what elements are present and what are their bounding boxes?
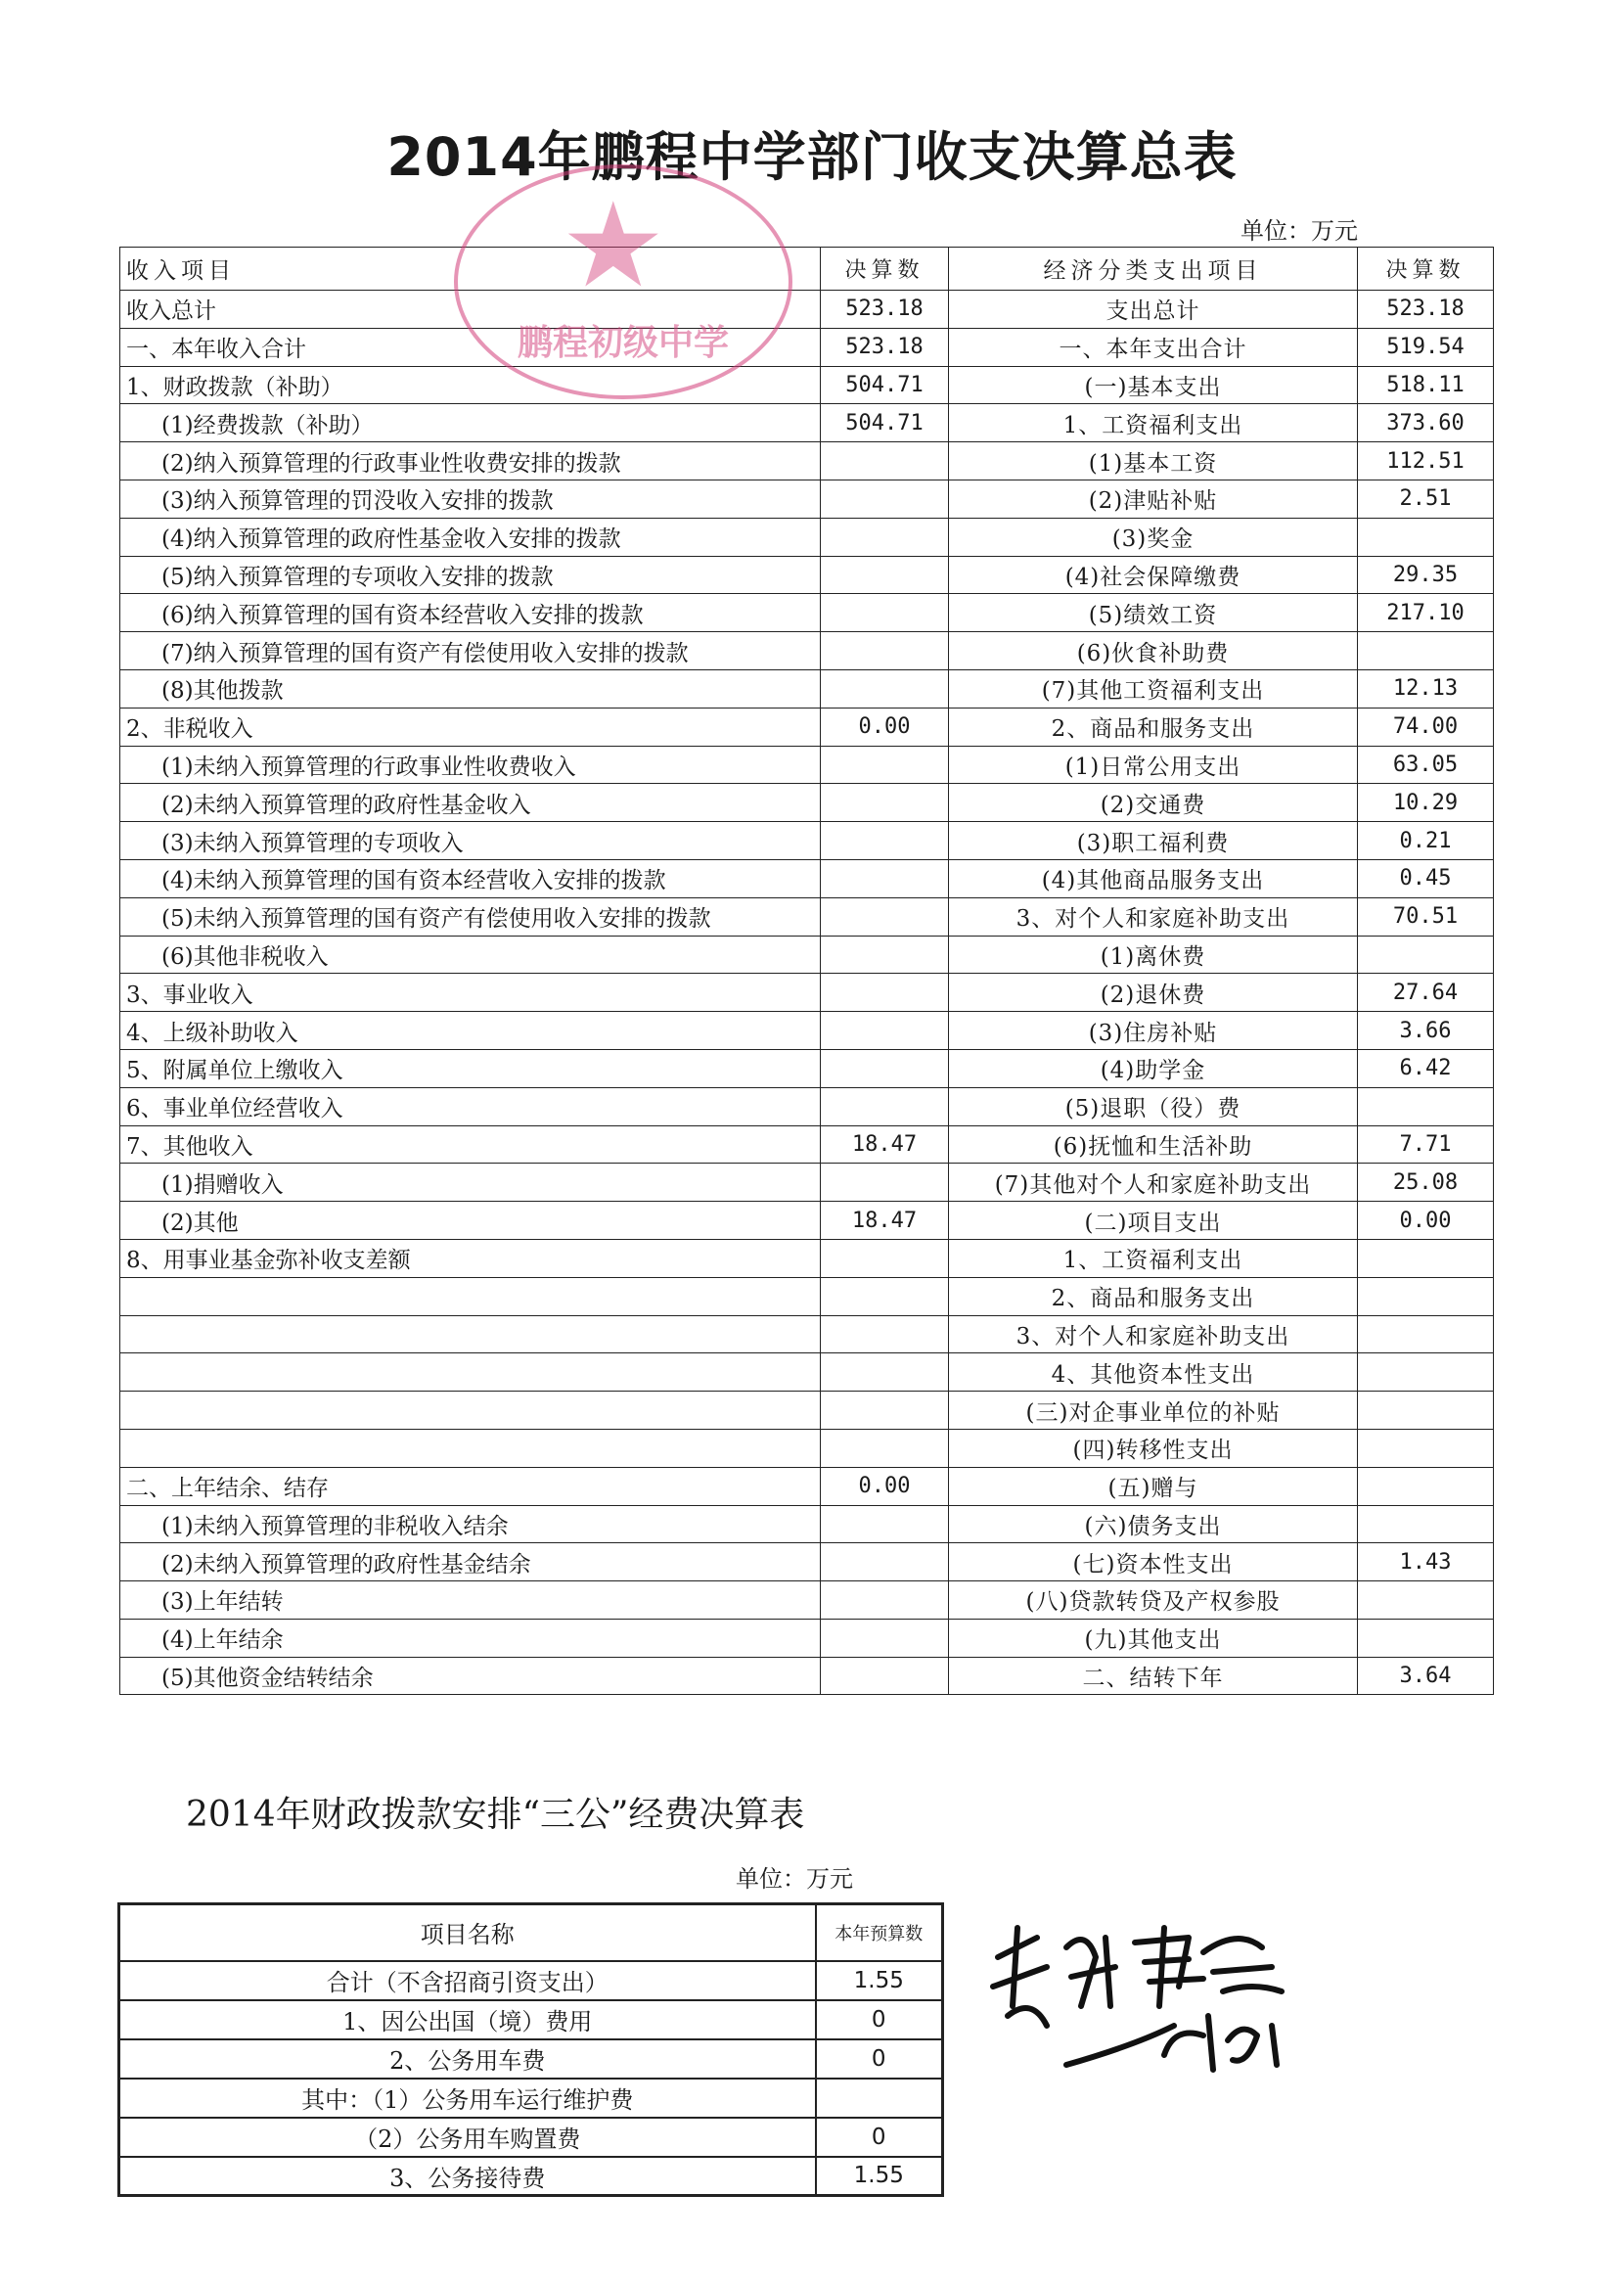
stamp-star-icon: ★ [561,178,666,314]
income-amount-cell [821,1392,949,1430]
table-row [120,974,1494,1012]
expense-item-cell: (7)其他对个人和家庭补助支出 [949,1164,1358,1202]
expense-item-cell: (2)退休费 [949,974,1358,1012]
expense-amount-cell: 12.13 [1358,669,1494,708]
expense-amount-cell [1358,1467,1494,1505]
income-item-cell [120,1429,821,1467]
item-name-cell: 1、因公出国（境）费用 [119,2000,816,2039]
budget-amount-cell: 0 [816,2118,943,2157]
expense-amount-cell: 3.66 [1358,1012,1494,1050]
stamp-org-text: 鹏程初级中学 [517,322,729,363]
table-row [120,1392,1494,1430]
table-row [120,1467,1494,1505]
table-row [120,1619,1494,1657]
table-row [119,2157,943,2196]
expense-item-cell: 4、其他资本性支出 [949,1353,1358,1392]
income-amount-cell [821,594,949,632]
expense-amount-cell: 373.60 [1358,404,1494,442]
income-amount-cell [821,1543,949,1581]
table-row [120,291,1494,329]
income-amount-cell [821,974,949,1012]
expense-item-cell: (九)其他支出 [949,1619,1358,1657]
expense-amount-cell [1358,1619,1494,1657]
item-name-cell: 合计（不含招商引资支出） [119,1961,816,2000]
income-item-cell: (3)纳入预算管理的罚没收入安排的拨款 [120,480,821,518]
expense-item-cell: (5)绩效工资 [949,594,1358,632]
expense-item-cell: 3、对个人和家庭补助支出 [949,1315,1358,1353]
page-title: 2014年鹏程中学部门收支决算总表 [386,126,1238,188]
expense-amount-cell [1358,1087,1494,1125]
income-amount-cell: 523.18 [821,328,949,366]
income-item-cell: 一、本年收入合计 [120,328,821,366]
table-row [120,556,1494,594]
expense-item-cell: 1、工资福利支出 [949,1239,1358,1277]
income-amount-cell: 18.47 [821,1125,949,1164]
item-name-cell: 2、公务用车费 [119,2039,816,2079]
table-row [120,1049,1494,1087]
income-item-cell: (8)其他拨款 [120,669,821,708]
expense-item-cell: (1)日常公用支出 [949,746,1358,784]
expense-item-cell: 二、结转下年 [949,1657,1358,1695]
income-amount-cell [821,897,949,936]
expense-amount-cell: 29.35 [1358,556,1494,594]
expense-amount-cell [1358,1392,1494,1430]
table-row [120,1429,1494,1467]
table-row [120,442,1494,480]
expense-amount-cell [1358,1315,1494,1353]
table-row [120,632,1494,670]
income-item-cell: (6)纳入预算管理的国有资本经营收入安排的拨款 [120,594,821,632]
expense-amount-cell [1358,518,1494,556]
table-row [120,822,1494,860]
income-item-cell: (3)未纳入预算管理的专项收入 [120,822,821,860]
expense-amount-cell [1358,1505,1494,1543]
income-amount-cell: 504.71 [821,404,949,442]
item-name-cell: 3、公务接待费 [119,2157,816,2196]
table-row [119,2039,943,2079]
expense-amount-cell: 519.54 [1358,328,1494,366]
expense-item-cell: (4)其他商品服务支出 [949,859,1358,897]
income-item-cell: 3、事业收入 [120,974,821,1012]
table-row [120,594,1494,632]
income-item-cell: 8、用事业基金弥补收支差额 [120,1239,821,1277]
income-item-cell: (4)纳入预算管理的政府性基金收入安排的拨款 [120,518,821,556]
expense-item-cell: 1、工资福利支出 [949,404,1358,442]
income-amount-cell [821,822,949,860]
income-amount-cell [821,1429,949,1467]
expense-item-cell: 2、商品和服务支出 [949,1277,1358,1315]
income-amount-cell [821,1353,949,1392]
table-row [119,2118,943,2157]
expense-amount-cell [1358,1581,1494,1620]
expense-item-cell: (4)社会保障缴费 [949,556,1358,594]
expense-amount-cell: 7.71 [1358,1125,1494,1164]
income-item-cell: (6)其他非税收入 [120,936,821,974]
expense-item-cell: (6)伙食补助费 [949,632,1358,670]
expense-item-cell: (四)转移性支出 [949,1429,1358,1467]
income-amount-cell [821,1277,949,1315]
expense-amount-cell: 1.43 [1358,1543,1494,1581]
handwritten-signature [978,1898,1311,2094]
table-row [120,1087,1494,1125]
expense-item-cell: (六)债务支出 [949,1505,1358,1543]
expense-amount-cell: 518.11 [1358,366,1494,404]
table-row [120,1657,1494,1695]
expense-amount-cell: 74.00 [1358,708,1494,746]
sanggong-unit-label: 单位：万元 [736,1865,853,1893]
income-amount-cell [821,480,949,518]
table-row [120,859,1494,897]
expense-amount-cell: 0.00 [1358,1202,1494,1240]
table-row [120,708,1494,746]
expense-amount-cell [1358,632,1494,670]
income-amount-cell [821,1619,949,1657]
expense-item-cell: (3)奖金 [949,518,1358,556]
income-item-cell: (2)未纳入预算管理的政府性基金结余 [120,1543,821,1581]
income-item-cell: (5)其他资金结转结余 [120,1657,821,1695]
header-income-item: 收入项目 [120,248,821,291]
income-item-cell: (2)其他 [120,1202,821,1240]
expense-amount-cell [1358,1353,1494,1392]
expense-item-cell: (五)赠与 [949,1467,1358,1505]
income-amount-cell [821,1049,949,1087]
expense-amount-cell: 3.64 [1358,1657,1494,1695]
table-row [120,1164,1494,1202]
table-row [120,669,1494,708]
expense-amount-cell: 27.64 [1358,974,1494,1012]
table-row [120,897,1494,936]
expense-amount-cell: 6.42 [1358,1049,1494,1087]
income-amount-cell [821,669,949,708]
sanggong-table [117,1902,944,2197]
expense-amount-cell: 70.51 [1358,897,1494,936]
income-amount-cell [821,632,949,670]
table-row [120,1125,1494,1164]
income-amount-cell [821,518,949,556]
table-row [120,366,1494,404]
income-item-cell: 二、上年结余、结存 [120,1467,821,1505]
expense-amount-cell [1358,1239,1494,1277]
income-amount-cell: 523.18 [821,291,949,329]
expense-amount-cell: 0.21 [1358,822,1494,860]
expense-item-cell: (三)对企事业单位的补贴 [949,1392,1358,1430]
income-item-cell: 5、附属单位上缴收入 [120,1049,821,1087]
table-row [120,1505,1494,1543]
expense-amount-cell: 25.08 [1358,1164,1494,1202]
budget-amount-cell [816,2079,943,2118]
expense-item-cell: (七)资本性支出 [949,1543,1358,1581]
expense-amount-cell [1358,1429,1494,1467]
income-item-cell [120,1277,821,1315]
income-amount-cell: 504.71 [821,366,949,404]
income-amount-cell: 18.47 [821,1202,949,1240]
expense-item-cell: 一、本年支出合计 [949,328,1358,366]
unit-label: 单位：万元 [1241,217,1358,245]
header-item-name: 项目名称 [119,1904,816,1961]
expense-item-cell: (5)退职（役）费 [949,1087,1358,1125]
income-item-cell: (3)上年结转 [120,1581,821,1620]
table-row [120,518,1494,556]
table-row [120,784,1494,822]
expense-amount-cell [1358,1277,1494,1315]
income-amount-cell [821,1164,949,1202]
income-item-cell: (5)未纳入预算管理的国有资产有偿使用收入安排的拨款 [120,897,821,936]
income-amount-cell [821,442,949,480]
main-table [119,247,1494,1695]
income-amount-cell [821,1315,949,1353]
expense-item-cell: (1)离休费 [949,936,1358,974]
expense-item-cell: 支出总计 [949,291,1358,329]
income-item-cell: (2)纳入预算管理的行政事业性收费安排的拨款 [120,442,821,480]
expense-item-cell: (7)其他工资福利支出 [949,669,1358,708]
expense-amount-cell: 217.10 [1358,594,1494,632]
income-item-cell: 4、上级补助收入 [120,1012,821,1050]
expense-item-cell: (1)基本工资 [949,442,1358,480]
table-row [120,1581,1494,1620]
table-row [120,328,1494,366]
header-budget-amount: 本年预算数 [816,1904,943,1961]
income-item-cell: 6、事业单位经营收入 [120,1087,821,1125]
expense-amount-cell: 523.18 [1358,291,1494,329]
table-row [120,1277,1494,1315]
income-item-cell: 收入总计 [120,291,821,329]
expense-amount-cell [1358,936,1494,974]
table-row [120,480,1494,518]
income-amount-cell: 0.00 [821,708,949,746]
income-item-cell [120,1353,821,1392]
income-amount-cell [821,746,949,784]
income-item-cell: (2)未纳入预算管理的政府性基金收入 [120,784,821,822]
table-row [120,1543,1494,1581]
expense-item-cell: (3)职工福利费 [949,822,1358,860]
income-amount-cell [821,556,949,594]
header-expense-item: 经济分类支出项目 [949,248,1358,291]
income-item-cell: (4)上年结余 [120,1619,821,1657]
expense-item-cell: (一)基本支出 [949,366,1358,404]
income-amount-cell [821,1505,949,1543]
table-row [119,2079,943,2118]
income-item-cell [120,1315,821,1353]
income-amount-cell [821,784,949,822]
main-table-header [120,248,1494,291]
income-amount-cell [821,936,949,974]
income-item-cell: (1)经费拨款（补助） [120,404,821,442]
budget-amount-cell: 1.55 [816,1961,943,2000]
income-item-cell: (4)未纳入预算管理的国有资本经营收入安排的拨款 [120,859,821,897]
expense-amount-cell: 112.51 [1358,442,1494,480]
table-row [119,2000,943,2039]
budget-amount-cell: 1.55 [816,2157,943,2196]
expense-item-cell: (2)津贴补贴 [949,480,1358,518]
income-amount-cell [821,859,949,897]
income-item-cell [120,1392,821,1430]
income-item-cell: (5)纳入预算管理的专项收入安排的拨款 [120,556,821,594]
table-row [120,936,1494,974]
header-expense-amount: 决算数 [1358,248,1494,291]
budget-amount-cell: 0 [816,2000,943,2039]
table-row [119,1961,943,2000]
income-item-cell: 1、财政拨款（补助） [120,366,821,404]
header-income-amount: 决算数 [821,248,949,291]
table-row [120,404,1494,442]
income-amount-cell [821,1657,949,1695]
income-amount-cell [821,1087,949,1125]
income-item-cell: (1)未纳入预算管理的行政事业性收费收入 [120,746,821,784]
item-name-cell: （2）公务用车购置费 [119,2118,816,2157]
table-row [120,1239,1494,1277]
income-amount-cell [821,1239,949,1277]
table-row [120,746,1494,784]
expense-amount-cell: 10.29 [1358,784,1494,822]
income-item-cell: (7)纳入预算管理的国有资产有偿使用收入安排的拨款 [120,632,821,670]
sanggong-table-header [119,1904,943,1961]
expense-amount-cell: 2.51 [1358,480,1494,518]
expense-item-cell: (3)住房补贴 [949,1012,1358,1050]
table-row [120,1353,1494,1392]
expense-item-cell: (2)交通费 [949,784,1358,822]
income-amount-cell [821,1012,949,1050]
income-item-cell: 7、其他收入 [120,1125,821,1164]
income-amount-cell [821,1581,949,1620]
expense-item-cell: (八)贷款转贷及产权参股 [949,1581,1358,1620]
expense-amount-cell: 63.05 [1358,746,1494,784]
income-amount-cell: 0.00 [821,1467,949,1505]
table-row [120,1315,1494,1353]
budget-amount-cell: 0 [816,2039,943,2079]
expense-item-cell: 2、商品和服务支出 [949,708,1358,746]
income-item-cell: (1)未纳入预算管理的非税收入结余 [120,1505,821,1543]
sanggong-title: 2014年财政拨款安排“三公”经费决算表 [186,1795,805,1835]
income-item-cell: (1)捐赠收入 [120,1164,821,1202]
expense-amount-cell: 0.45 [1358,859,1494,897]
table-row [120,1012,1494,1050]
item-name-cell: 其中：（1）公务用车运行维护费 [119,2079,816,2118]
income-item-cell: 2、非税收入 [120,708,821,746]
table-row [120,1202,1494,1240]
expense-item-cell: (4)助学金 [949,1049,1358,1087]
expense-item-cell: 3、对个人和家庭补助支出 [949,897,1358,936]
expense-item-cell: (6)抚恤和生活补助 [949,1125,1358,1164]
expense-item-cell: (二)项目支出 [949,1202,1358,1240]
